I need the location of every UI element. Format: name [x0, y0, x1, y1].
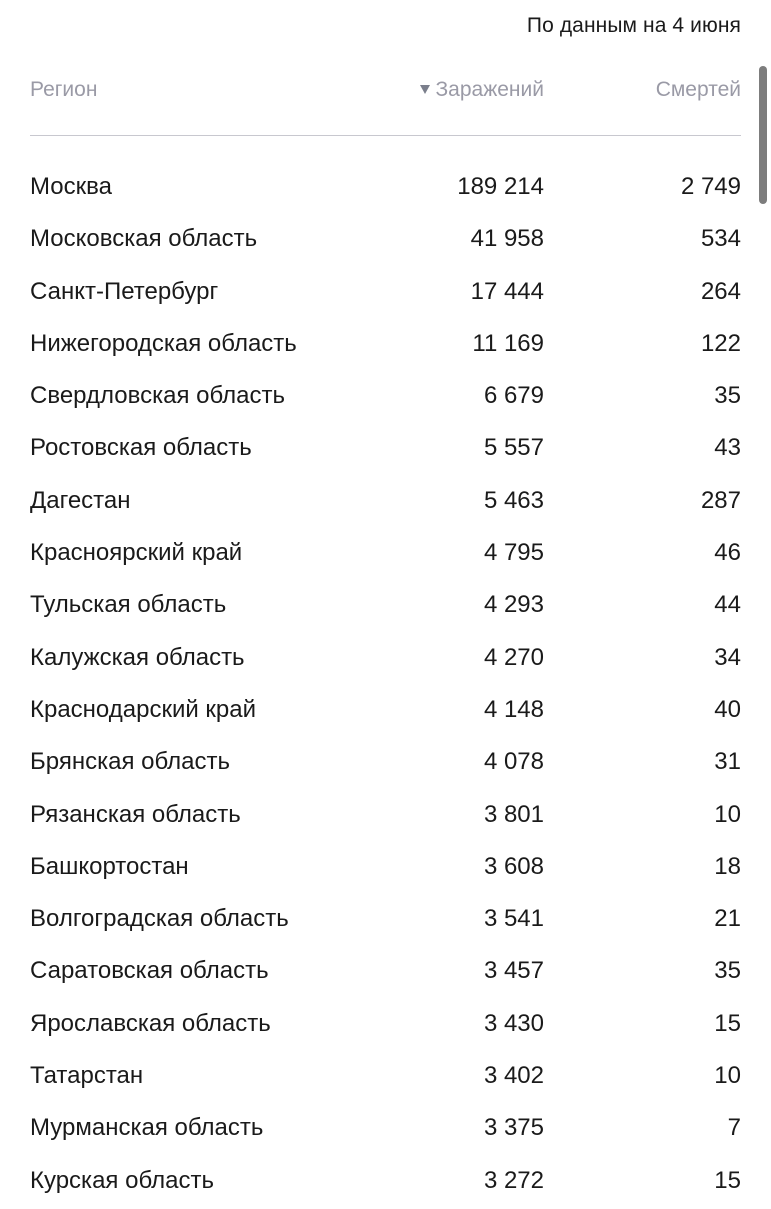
cell-deaths: 43 — [714, 434, 741, 462]
cell-cases: 3 272 — [483, 1166, 544, 1194]
cell-deaths: 46 — [714, 539, 741, 567]
table-row — [30, 320, 741, 372]
cell-region: Свердловская область — [30, 382, 285, 410]
cell-cases: 189 214 — [457, 173, 544, 200]
cell-cases: 4 795 — [483, 539, 544, 567]
header-divider — [30, 135, 741, 136]
cell-cases: 11 169 — [472, 329, 544, 357]
cell-region: Мурманская область — [30, 1114, 264, 1142]
cell-cases: 5 463 — [483, 486, 544, 514]
cell-cases: 4 270 — [483, 643, 544, 671]
cell-deaths: 18 — [714, 852, 741, 880]
cell-region: Брянская область — [30, 748, 230, 776]
table-row — [30, 843, 741, 895]
cell-region: Санкт-Петербург — [30, 277, 219, 305]
cell-region: Ростовская область — [30, 434, 252, 462]
cell-cases: 17 444 — [470, 277, 544, 305]
cell-cases: 4 293 — [483, 591, 544, 619]
table-header — [30, 70, 741, 110]
cell-deaths: 15 — [714, 1166, 741, 1194]
cell-region: Саратовская область — [30, 957, 269, 985]
table-row — [30, 424, 741, 476]
cell-region: Нижегородская область — [30, 329, 297, 357]
cell-cases: 3 541 — [483, 905, 544, 933]
sort-desc-icon — [420, 85, 430, 94]
table-row — [30, 1052, 741, 1104]
table-row — [30, 947, 741, 999]
cell-deaths: 44 — [714, 591, 741, 619]
cell-region: Московская область — [30, 225, 258, 253]
cell-region: Дагестан — [30, 486, 131, 514]
cell-cases: 3 430 — [483, 1009, 544, 1037]
cell-deaths: 122 — [700, 329, 741, 357]
cell-cases: 3 608 — [483, 852, 544, 880]
cell-cases: 4 148 — [483, 695, 544, 723]
column-header-region[interactable]: Регион — [30, 78, 98, 101]
cell-region: Волгоградская область — [30, 905, 289, 933]
table-row — [30, 1104, 741, 1156]
table-row — [30, 738, 741, 790]
cell-cases: 5 557 — [483, 434, 544, 462]
table-body — [30, 163, 741, 1209]
cell-deaths: 15 — [714, 1009, 741, 1037]
table-row — [30, 372, 741, 424]
data-date-note: По данным на 4 июня — [526, 14, 741, 37]
cell-deaths: 7 — [727, 1114, 741, 1142]
cell-region: Калужская область — [30, 643, 245, 671]
cell-deaths: 10 — [714, 800, 741, 828]
table-row — [30, 477, 741, 529]
cell-region: Татарстан — [30, 1062, 144, 1090]
column-header-cases-label: Заражений — [435, 78, 544, 101]
cell-deaths: 264 — [700, 277, 741, 305]
table-row — [30, 634, 741, 686]
cell-region: Краснодарский край — [30, 695, 257, 723]
table-row — [30, 1157, 741, 1209]
cell-cases: 3 402 — [483, 1062, 544, 1090]
table-row — [30, 268, 741, 320]
cell-deaths: 35 — [714, 957, 741, 985]
cell-region: Москва — [30, 173, 112, 200]
cell-deaths: 35 — [714, 382, 741, 410]
cell-region: Курская область — [30, 1166, 214, 1194]
cell-deaths: 10 — [714, 1062, 741, 1090]
cell-region: Башкортостан — [30, 852, 189, 880]
cell-deaths: 534 — [700, 225, 741, 253]
table-row — [30, 791, 741, 843]
table-row — [30, 163, 741, 215]
column-header-cases[interactable] — [420, 78, 544, 102]
table-row — [30, 529, 741, 581]
cell-region: Красноярский край — [30, 539, 243, 567]
cell-cases: 41 958 — [470, 225, 544, 253]
cell-deaths: 21 — [714, 905, 741, 933]
cell-region: Тульская область — [30, 591, 227, 619]
table-row — [30, 581, 741, 633]
column-header-deaths[interactable]: Смертей — [655, 78, 741, 101]
cell-cases: 3 457 — [483, 957, 544, 985]
cell-deaths: 31 — [714, 748, 741, 776]
vertical-scrollbar[interactable] — [759, 66, 767, 204]
cell-deaths: 2 749 — [680, 173, 741, 200]
cell-deaths: 40 — [714, 695, 741, 723]
table-row — [30, 895, 741, 947]
regions-table — [30, 70, 741, 1194]
table-row — [30, 1000, 741, 1052]
cell-cases: 3 801 — [483, 800, 544, 828]
table-row — [30, 215, 741, 267]
cell-deaths: 34 — [714, 643, 741, 671]
table-row — [30, 686, 741, 738]
cell-deaths: 287 — [700, 486, 741, 514]
cell-region: Ярославская область — [30, 1009, 271, 1037]
cell-cases: 3 375 — [483, 1114, 544, 1142]
cell-cases: 4 078 — [483, 748, 544, 776]
cell-region: Рязанская область — [30, 800, 241, 828]
cell-cases: 6 679 — [483, 382, 544, 410]
